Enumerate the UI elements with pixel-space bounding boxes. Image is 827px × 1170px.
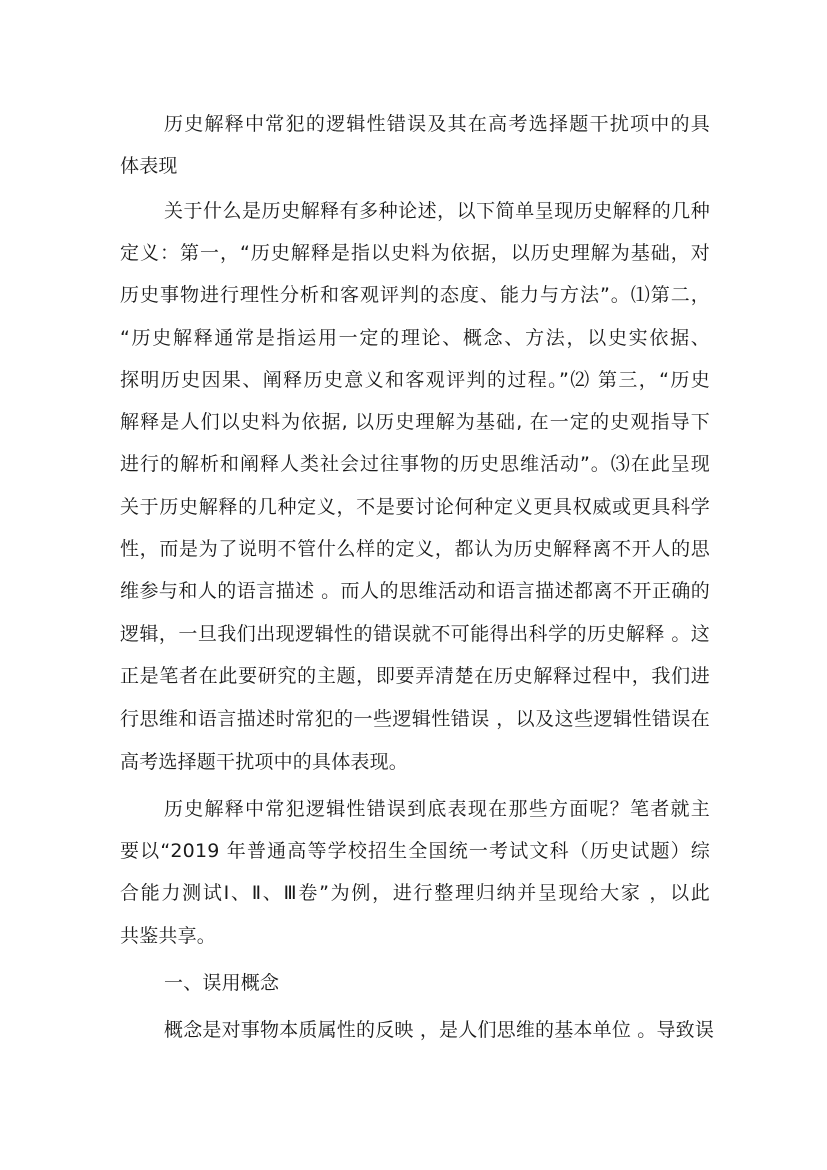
paragraph-1-line-8: 关于历史解释的几种定义，不是要讨论何种定义更具权威或更具科学 [120,496,710,518]
paragraph-1-line-5: 探明历史因果、阐释历史意义和客观评判的过程。”⑵ 第三，“历史 [120,369,710,391]
section-heading: 一、误用概念 [164,972,280,994]
paragraph-3-line-1: 概念是对事物本质属性的反映 ，是人们思维的基本单位 。导致误 [164,1019,715,1041]
paragraph-1-line-1: 关于什么是历史解释有多种论述，以下简单呈现历史解释的几种 [164,200,710,222]
paragraph-1-line-11: 逻辑，一旦我们出现逻辑性的错误就不可能得出科学的历史解释 。这 [120,623,710,645]
paragraph-2-line-4: 共鉴共享。 [120,925,217,947]
paragraph-1-line-3: 历史事物进行理性分析和客观评判的态度、能力与方法”。⑴第二， [120,284,710,306]
paragraph-1-line-9: 性，而是为了说明不管什么样的定义，都认为历史解释离不开人的思 [120,538,710,560]
paragraph-1-line-7: 进行的解析和阐释人类社会过往事物的历史思维活动”。⑶在此呈现 [120,453,710,475]
paragraph-2-line-1: 历史解释中常犯逻辑性错误到底表现在那些方面呢？笔者就主 [164,798,710,820]
paragraph-1-line-4: “历史解释通常是指运用一定的理论、概念、方法，以史实依据、 [120,327,710,349]
document-title-line-1: 历史解释中常犯的逻辑性错误及其在高考选择题干扰项中的具 [164,113,710,135]
paragraph-1-line-2: 定义：第一，“历史解释是指以史料为依据，以历史理解为基础，对 [120,242,710,264]
paragraph-1-line-13: 行思维和语言描述时常犯的一些逻辑性错误 ，以及这些逻辑性错误在 [120,708,710,730]
paragraph-1-line-12: 正是笔者在此要研究的主题，即要弄清楚在历史解释过程中，我们进 [120,665,710,687]
paragraph-2-line-2: 要以“2019 年普通高等学校招生全国统一考试文科（历史试题）综 [120,840,710,862]
paragraph-2-line-3: 合能力测试Ⅰ、Ⅱ、Ⅲ卷”为例，进行整理归纳并呈现给大家 ，以此 [120,882,710,904]
paragraph-1-line-10: 维参与和人的语言描述 。而人的思维活动和语言描述都离不开正确的 [120,580,710,602]
document-title-line-2: 体表现 [120,155,178,177]
paragraph-1-line-6: 解释是人们以史料为依据, 以历史理解为基础, 在一定的史观指导下 [120,411,710,433]
paragraph-1-line-14: 高考选择题干扰项中的具体表现。 [120,751,409,773]
